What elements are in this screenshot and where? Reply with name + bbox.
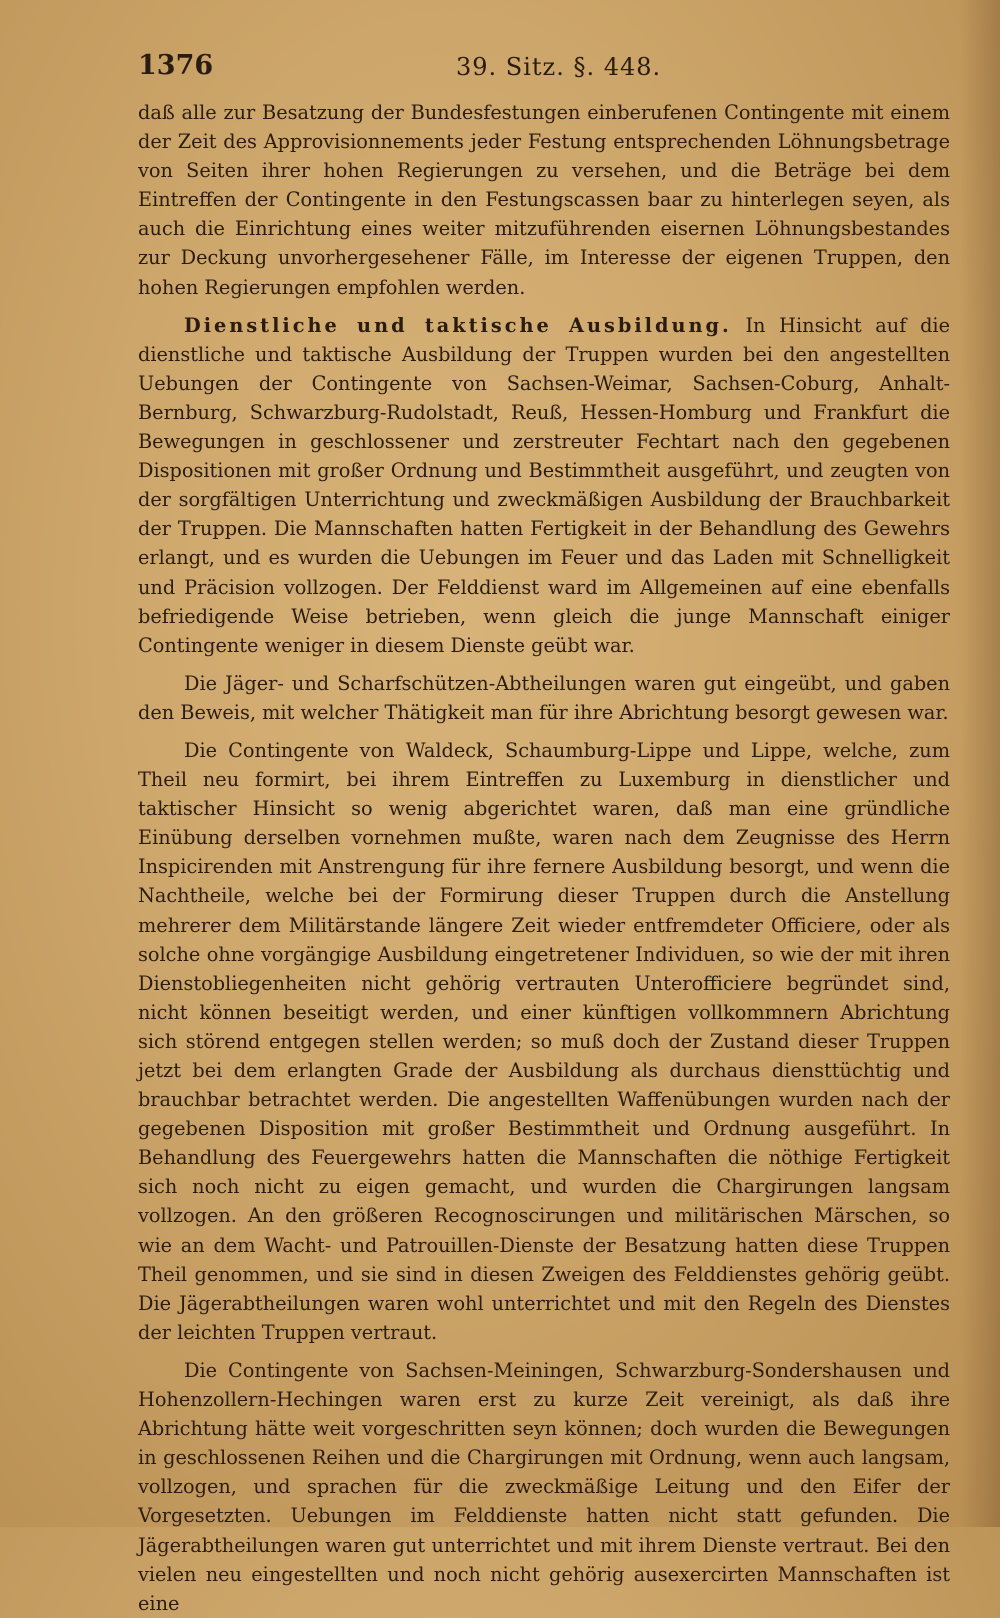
running-head: 39. Sitz. §. 448. <box>456 53 662 81</box>
paragraph-2-text: In Hinsicht auf die dienstliche und taktische Ausbildung der Truppen wurden bei den angestellten Uebungen der Contingente von Sachsen-Weimar, Sachsen-Coburg, Anhalt-Bernburg, Schwarzburg-Rudolstadt, Reuß, Hessen-Homburg und Frankfurt die Bewegungen in geschlossener und zerstreuter Fechtart nach den gegebenen Dispositionen mit großer Ordnung und Bestimmtheit ausgeführt, und zeugten von der sorgfältigen Unterrichtung und zweckmäßigen Ausbildung der Brauchbarkeit der Truppen. Die Mannschaften hatten Fertigkeit in der Behandlung des Gewehrs erlangt, und es wurden die Uebungen im Feuer und das Laden mit Schnelligkeit und Präcision vollzogen. Der Felddienst ward im Allgemeinen auf eine ebenfalls befriedigende Weise betrieben, wenn gleich die junge Mannschaft einiger Contingente weniger in diesem Dienste geübt war. <box>138 313 950 657</box>
page-edge-shadow <box>960 0 1000 1527</box>
paragraph-2 <box>138 311 950 660</box>
paragraph-5: Die Contingente von Sachsen-Meiningen, Schwarzburg-Sondershausen und Hohenzollern-Hechingen waren erst zu kurze Zeit vereinigt, als daß ihre Abrichtung hätte weit vorgeschritten seyn können; doch wurden die Bewegungen in geschlossenen Reihen und die Chargirungen mit Ordnung, wenn auch langsam, vollzogen, und sprachen für die zweckmäßige Leitung und den Eifer der Vorgesetzten. Uebungen im Felddienste hatten nicht statt gefunden. Die Jägerabtheilungen waren gut unterrichtet und mit ihrem Dienste vertraut. Bei den vielen neu eingestellten und noch nicht gehörig ausexercirten Mannschaften ist eine <box>138 1358 950 1615</box>
paragraph-4: Die Contingente von Waldeck, Schaumburg-Lippe und Lippe, welche, zum Theil neu formirt, bei ihrem Eintreffen zu Luxemburg in dienstlicher und taktischer Hinsicht so wenig abgerichtet waren, daß man eine gründliche Einübung derselben vornehmen mußte, waren nach dem Zeugnisse des Herrn Inspicirenden mit Anstrengung für ihre fernere Ausbildung besorgt, und wenn die Nachtheile, welche bei der Formirung dieser Truppen durch die Anstellung mehrerer dem Militärstande längere Zeit wieder entfremdeter Officiere, oder als solche ohne vorgängige Ausbildung eingetretener Individuen, so wie der mit ihren Dienstobliegenheiten nicht gehörig vertrauten Unterofficiere begründet sind, nicht können beseitigt werden, und einer künftigen vollkommnern Abrichtung sich störend entgegen stellen werden; so muß doch der Zustand dieser Truppen jetzt bei dem erlangten Grade der Ausbildung als durchaus diensttüchtig und brauchbar betrachtet werden. Die angestellten Waffenübungen wurden nach der gegebenen Disposition mit großer Bestimmtheit und Ordnung ausgeführt. In Behandlung des Feuergewehrs hatten die Mannschaften die nöthige Fertigkeit sich noch nicht zu eigen gemacht, und wurden die Chargirungen langsam vollzogen. An den größeren Recognoscirungen und militärischen Märschen, so wie an dem Wacht- und Patrouillen-Dienste der Besatzung hatten diese Truppen Theil genommen, und sie sind in diesen Zweigen des Felddienstes gehörig geübt. Die Jägerabtheilungen waren wohl unterrichtet und mit den Regeln des Dienstes der leichten Truppen vertraut. <box>138 738 950 1344</box>
paragraph-1: daß alle zur Besatzung der Bundesfestungen einberufenen Contingente mit einem der Zeit des Approvisionnements jeder Festung entsprechenden Löhnungsbetrage von Seiten ihrer hohen Regierungen zu versehen, und die Beträge bei dem Eintreffen der Contingente in den Festungscassen baar zu hinterlegen seyen, als auch die Einrichtung eines weiter mitzuführenden eisernen Löhnungsbestandes zur Deckung unvorhergesehener Fälle, im Interesse der eigenen Truppen, den hohen Regierungen empfohlen werden. <box>138 101 950 299</box>
paragraph-3: Die Jäger- und Scharfschützen-Abtheilungen waren gut eingeübt, und gaben den Beweis, mit welcher Thätigkeit man für ihre Abrichtung besorgt gewesen war. <box>138 671 950 724</box>
page-header <box>138 50 953 90</box>
body-text <box>138 98 950 1618</box>
section-heading: Dienstliche und taktische Ausbildung. <box>184 313 732 337</box>
page-number: 1376 <box>138 50 214 81</box>
